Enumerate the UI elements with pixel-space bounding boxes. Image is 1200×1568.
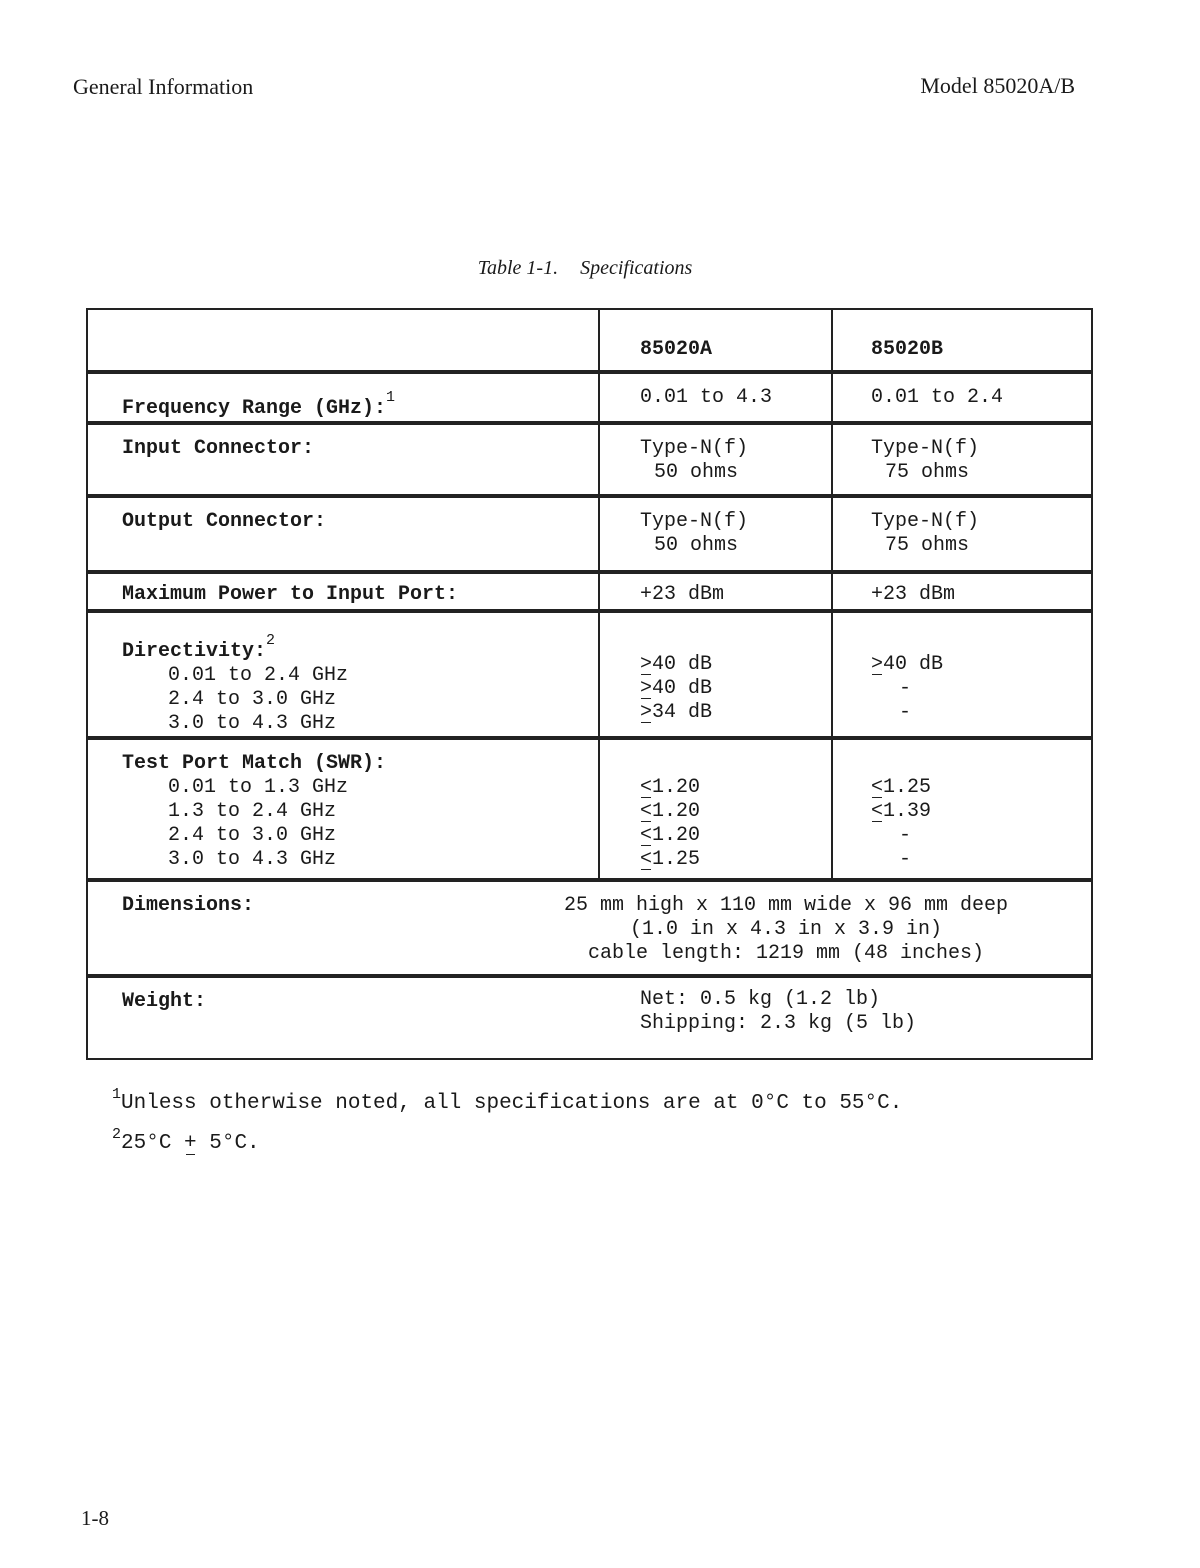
weight-value: Net: 0.5 kg (1.2 lb) Shipping: 2.3 kg (5 lb) bbox=[640, 988, 917, 1035]
cell-frequency-a: 0.01 to 4.3 bbox=[599, 372, 832, 423]
cell-frequency-b: 0.01 to 2.4 bbox=[832, 372, 1092, 423]
column-header-85020b: 85020B bbox=[832, 309, 1092, 372]
table-row bbox=[87, 738, 1092, 880]
cell-output-b: Type-N(f) 75 ohms bbox=[832, 496, 1092, 572]
row-label-max-power: Maximum Power to Input Port: bbox=[87, 572, 599, 611]
row-label-test-port-match: Test Port Match (SWR): 0.01 to 1.3 GHz 1.3 to 2.4 GHz 2.4 to 3.0 GHz 3.0 to 4.3 GHz bbox=[87, 738, 599, 880]
table-caption bbox=[0, 257, 1170, 280]
cell-input-a: Type-N(f) 50 ohms bbox=[599, 423, 832, 496]
footnote-1: $^1$Unless otherwise noted, all specifications are at 0°C to 55°C. bbox=[112, 1086, 903, 1115]
empty-header-cell bbox=[87, 309, 599, 372]
weight-cell bbox=[87, 976, 1092, 1059]
table-number: Table 1-1. bbox=[477, 257, 559, 279]
section-title: General Information bbox=[73, 74, 254, 99]
cell-swr-b: <1.25 <1.39 - - bbox=[832, 738, 1092, 880]
cell-power-b: +23 dBm bbox=[832, 572, 1092, 611]
row-label-directivity: Directivity:$^2$ 0.01 to 2.4 GHz 2.4 to 3.0 GHz 3.0 to 4.3 GHz bbox=[87, 611, 599, 738]
table-header-row bbox=[87, 309, 1092, 372]
cell-input-b: Type-N(f) 75 ohms bbox=[832, 423, 1092, 496]
dimensions-cell bbox=[87, 880, 1092, 976]
page-number: 1-8 bbox=[81, 1506, 109, 1530]
table-row bbox=[87, 880, 1092, 976]
table-row bbox=[87, 372, 1092, 423]
footnote-2: $^2$25°C + 5°C. bbox=[112, 1126, 260, 1155]
row-label-weight: Weight: bbox=[122, 990, 207, 1013]
model-label: Model 85020A/B bbox=[920, 73, 1075, 98]
table-row bbox=[87, 496, 1092, 572]
dimensions-value: 25 mm high x 110 mm wide x 96 mm deep (1.0 in x 4.3 in x 3.9 in) cable length: 1219 mm (48 inches) bbox=[563, 894, 1009, 965]
table-row bbox=[87, 423, 1092, 496]
specifications-table bbox=[86, 308, 1093, 1060]
table-row bbox=[87, 976, 1092, 1059]
row-label-input-connector: Input Connector: bbox=[87, 423, 599, 496]
row-label-dimensions: Dimensions: bbox=[122, 894, 255, 917]
row-label-frequency: Frequency Range (GHz):$^1$ bbox=[87, 372, 599, 423]
column-header-85020a: 85020A bbox=[599, 309, 832, 372]
row-label-output-connector: Output Connector: bbox=[87, 496, 599, 572]
table-row bbox=[87, 611, 1092, 738]
cell-swr-a: <1.20 <1.20 <1.20 <1.25 bbox=[599, 738, 832, 880]
cell-power-a: +23 dBm bbox=[599, 572, 832, 611]
table-title: Specifications bbox=[580, 257, 693, 279]
cell-output-a: Type-N(f) 50 ohms bbox=[599, 496, 832, 572]
table-row bbox=[87, 572, 1092, 611]
cell-directivity-b: >40 dB - - bbox=[832, 611, 1092, 738]
cell-directivity-a: >40 dB >40 dB >34 dB bbox=[599, 611, 832, 738]
